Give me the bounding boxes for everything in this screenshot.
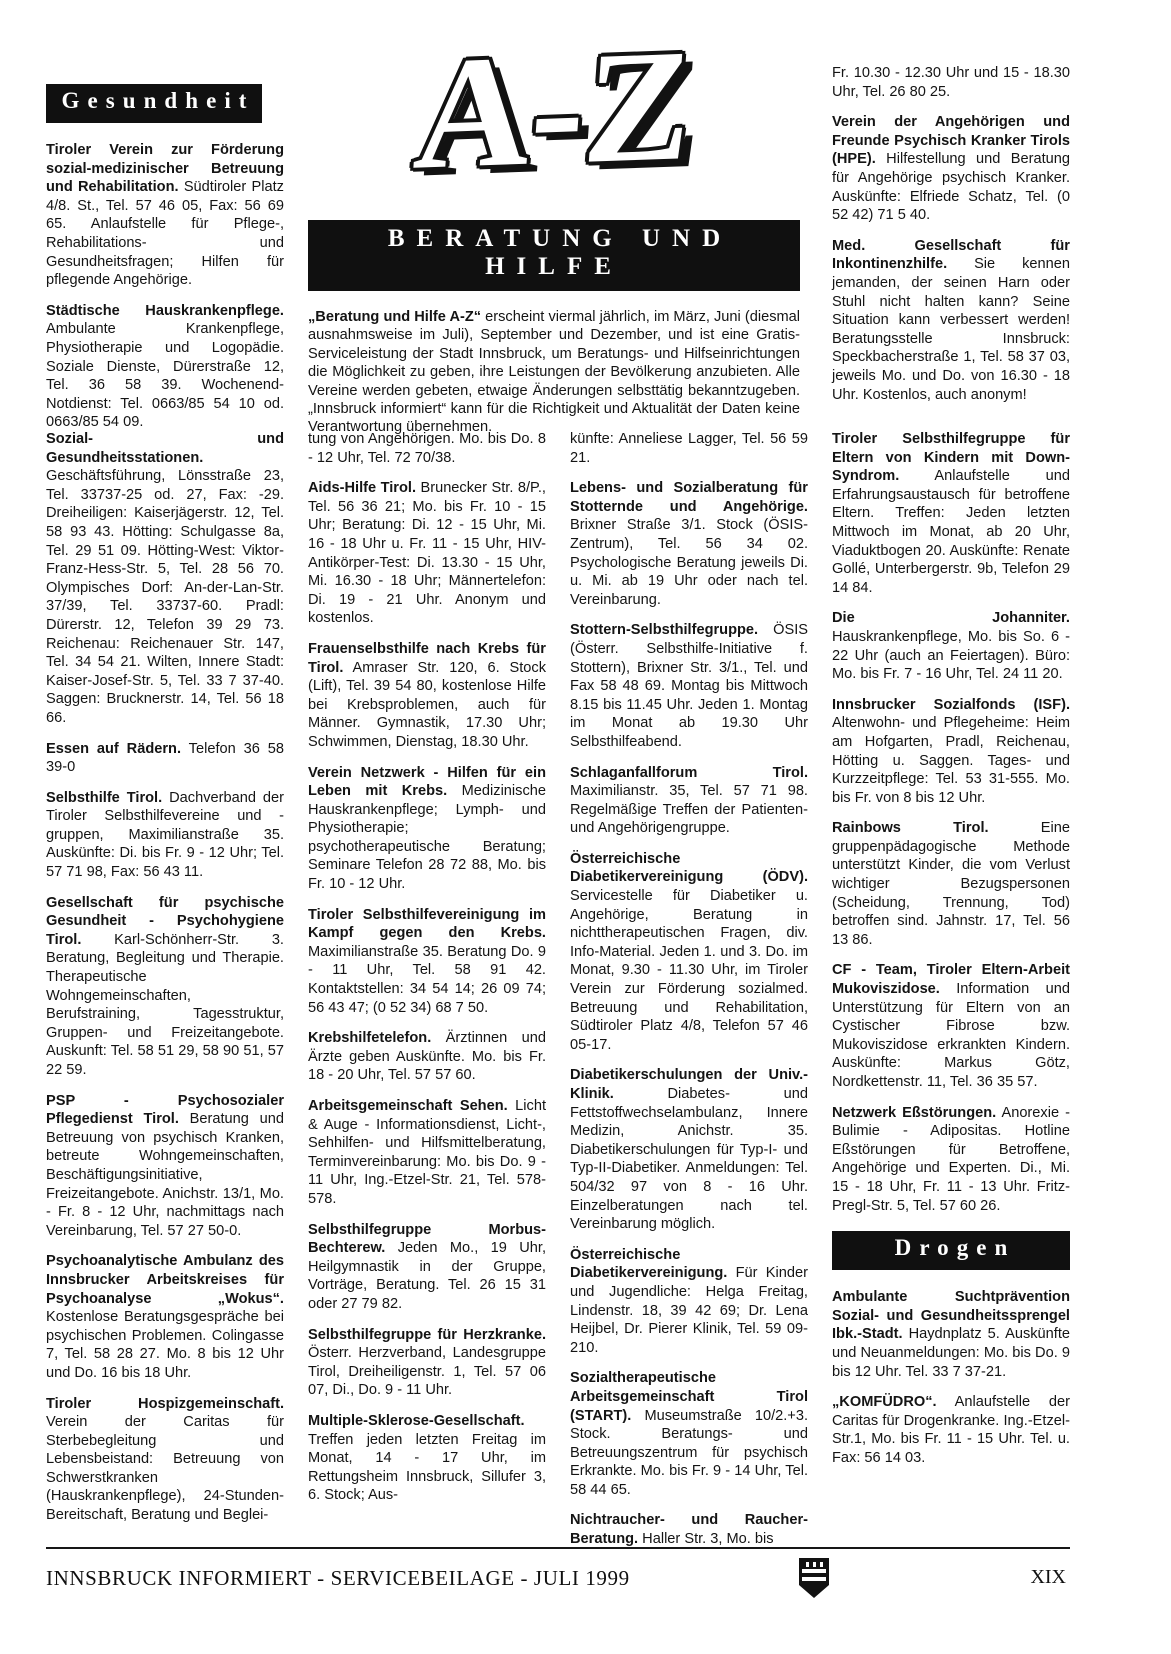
az-logo — [308, 6, 800, 212]
footer-inner — [46, 1549, 1070, 1622]
entry-text: Sie kennen jemanden, der seinen Harn oder Stuhl nicht halten kann? Seine Situation kann verbessert werden! Beratungsstelle Innsbruck: Speckbacherstraße 1, Tel. 58 37 03, jeweils Mo. und Do. von 16.30 - 18 Uhr. Kostenlos, auch anonym! — [832, 256, 1070, 403]
column-4-gesundheit-entries — [832, 430, 1070, 1215]
directory-entry — [570, 621, 808, 751]
directory-entry — [832, 1104, 1070, 1216]
directory-entry — [46, 430, 284, 728]
intro-lead: „Beratung und Hilfe A-Z“ — [308, 309, 482, 325]
entry-text: Anorexie - Bulimie - Adipositas. Hotline Eßstörungen für Betroffene, Angehörige und Experten. Di., Mi. 15 - 18 Uhr, Fr. 11 - 13 Uhr. Fritz-Pregl-Str. 5, Tel. 57 60 26. — [832, 1104, 1070, 1214]
entry-title: Rainbows Tirol. — [832, 820, 989, 837]
entry-text: Südtiroler Platz 4/8. St., Tel. 57 46 05, Fax: 56 69 65. Anlaufstelle für Pflege-, Rehabilitations- und Gesundheitsfragen; Hilfen für pflegende Angehörige. — [46, 179, 284, 289]
drogen-banner: Drogen — [832, 1231, 1070, 1270]
entry-title: Ambulante Suchtprävention Sozial- und Gesundheitssprengel Ibk.-Stadt. — [832, 1289, 1070, 1343]
entry-text: Information und Unterstützung für Eltern von an Cystischer Fibrose bzw. Mukoviszidose erkrankten Kindern. Auskünfte: Markus Götz, Nordkettenstr. 11, Tel. 36 35 57. — [832, 981, 1070, 1090]
entry-text: Amraser Str. 120, 6. Stock (Lift), Tel. 39 54 80, kostenlose Hilfe bei Krebsproblemen, auch für Männer. Gymnastik, 17.30 Uhr; Schwimmen, Dienstag, 18.30 Uhr. — [308, 659, 546, 750]
entry-text: Maximilianstr. 35, Tel. 57 71 98. Regelmäßige Treffen der Patienten- und Angehörigengruppe. — [570, 783, 808, 837]
entry-title: Schlaganfallforum Tirol. — [570, 764, 808, 781]
section-gesundheit-head — [46, 84, 284, 444]
directory-entry — [46, 1395, 284, 1525]
entry-text: Dachverband der Tiroler Selbsthilfevereine und -gruppen, Maximilianstraße 35. Auskünfte: Di. bis Fr. 9 - 12 Uhr; Tel. 57 71 98, Fax: 56 43 11. — [46, 789, 284, 881]
footer-title: INNSBRUCK INFORMIERT - SERVICEBEILAGE - JULI 1999 — [46, 1566, 630, 1590]
directory-entry — [46, 1092, 284, 1241]
entry-title: „KOMFÜDRO“. — [832, 1394, 937, 1411]
page-footer — [46, 1547, 1070, 1622]
continuation-text: künfte: Anneliese Lagger, Tel. 56 59 21. — [570, 431, 808, 466]
directory-entry — [832, 113, 1070, 225]
column-1 — [46, 430, 284, 1537]
entry-text: Karl-Schönherr-Str. 3. Beratung, Begleitung und Therapie. Therapeutische Wohngemeinschaften, Berufstraining, Tagesstruktur, Gruppen- und Freizeitangebote. Auskunft: Tel. 58 51 29, 58 90 51, 57 22 59. — [46, 931, 284, 1078]
directory-entry — [832, 237, 1070, 404]
continuation-text: tung von Angehörigen. Mo. bis Do. 8 - 12 Uhr, Tel. 72 70/38. — [308, 431, 546, 466]
directory-entry — [308, 906, 546, 1018]
directory-entry — [46, 894, 284, 1080]
directory-entry — [832, 696, 1070, 808]
directory-entry — [832, 819, 1070, 949]
entry-text: Telefon 36 58 39-0 — [46, 740, 284, 776]
column-4 — [832, 430, 1070, 1480]
entry-title: Krebshilfetelefon. — [308, 1030, 432, 1047]
entry-title: Tiroler Hospizgemeinschaft. — [46, 1395, 284, 1412]
entry-title: Sozialtherapeutische Arbeitsgemeinschaft Tirol (START). — [570, 1370, 808, 1424]
entry-title: Die Johanniter. — [832, 610, 1070, 627]
entry-title: Verein Netzwerk - Hilfen für ein Leben mit Krebs. — [308, 764, 546, 800]
entry-text: Medizinische Hauskrankenpflege; Lymph- und Physiotherapie; psychotherapeutische Beratung; Seminare Telefon 28 72 88, Mo. bis Fr. 10 - 12 Uhr. — [308, 783, 546, 893]
innsbruck-crest-logo — [798, 1557, 830, 1599]
entry-text: Brunecker Str. 8/P., Tel. 56 36 21; Mo. bis Fr. 10 - 15 Uhr; Beratung: Di. 12 - 15 Uhr, Mi. 16 - 18 Uhr u. Fr. 11 - 15 Uhr, HIV-Antikörper-Test: Di. 13.30 - 15 Uhr, Mi. 16.30 - 18 Uhr; Männertelefon: Di. 19 - 21 Uhr. Anonym und kostenlos. — [308, 480, 546, 627]
entry-title: CF - Team, Tiroler Eltern-Arbeit Mukoviszidose. — [832, 962, 1070, 998]
continuation-text: Fr. 10.30 - 12.30 Uhr und 15 - 18.30 Uhr, Tel. 26 80 25. — [832, 65, 1070, 100]
entry-title: Lebens- und Sozialberatung für Stotternde und Angehörige. — [570, 480, 808, 515]
entry-text: Österr. Herzverband, Landesgruppe Tirol, Dreiheiligenstr. 1, Tel. 57 06 07, Di., Do. 9 - 11 Uhr. — [308, 1345, 546, 1399]
column-3 — [570, 430, 808, 1561]
entry-text: Museumstraße 10/2.+3. Stock. Beratungs- und Betreuungszentrum für psychisch Erkrankte. Mo. bis Fr. 9 - 14 Uhr, Tel. 58 44 65. — [570, 1407, 808, 1498]
gesundheit-top-entries — [46, 141, 284, 432]
directory-entry — [832, 609, 1070, 683]
entry-text: Anlaufstelle der Caritas für Drogenkranke. Ing.-Etzel-Str.1, Mo. bis Fr. 11 - 15 Uhr. Tel. u. Fax: 56 14 03. — [832, 1394, 1070, 1466]
right-column-top — [832, 64, 1070, 416]
entry-text: ÖSIS (Österr. Selbsthilfe-Initiative f. Stottern), Brixner Str. 3/1., Tel. und Fax 58 48 69. Montag bis Mittwoch 8.15 bis 11.45 Uhr. Jeden 1. Montag im Monat ab 19.30 Uhr Selbsthilfeabend. — [570, 622, 808, 750]
entry-title: Med. Gesellschaft für Inkontinenzhilfe. — [832, 237, 1070, 273]
entry-title: Essen auf Rädern. — [46, 740, 182, 757]
entry-title: Städtische Hauskrankenpflege. — [46, 302, 284, 319]
directory-entry — [308, 479, 546, 628]
entry-title: Tiroler Selbsthilfegruppe für Eltern von Kindern mit Down-Syndrom. — [832, 431, 1070, 485]
entry-text: Brixner Straße 3/1. Stock (ÖSIS-Zentrum), Tel. 56 34 02. Psychologische Beratung jeweils Di. u. Mi. ab 19 Uhr oder nach tel. Vereinbarung. — [570, 517, 808, 608]
entry-title: Innsbrucker Sozialfonds (ISF). — [832, 696, 1070, 713]
entry-text: Für Kinder und Jugendliche: Helga Freitag, Lindenstr. 18, 39 42 69; Dr. Lena Heijbel, Dr. Pierer Klinik, Tel. 59 09-210. — [570, 1265, 808, 1356]
main-columns — [46, 430, 1070, 1561]
column-2-entries — [308, 479, 546, 1505]
entry-title: Aids-Hilfe Tirol. — [308, 480, 416, 497]
entry-text: Hilfestellung und Beratung für Angehörige psychisch Kranker. Auskünfte: Elfriede Schatz, Tel. (0 52 42) 71 5 40. — [832, 151, 1071, 224]
entry-text: Servicestelle für Diabetiker u. Angehörige, Beratung in nichttherapeutischen Fragen, div. Info-Material. Jeden 1. und 3. Do. im Monat, 9.30 - 11.30 Uhr, im Tiroler Verein zur Förderung sozialmed. Betreuung und Rehabilitation, Südtiroler Platz 4/8, Telefon 57 46 05-17. — [570, 888, 808, 1053]
page-number: XIX — [1030, 1566, 1066, 1588]
entry-title: Verein der Angehörigen und Freunde Psychisch Kranker Tirols (HPE). — [832, 114, 1070, 168]
directory-entry — [570, 1066, 808, 1233]
entry-text: Licht & Auge - Informationsdienst, Licht-, Sehhilfen- und Hilfsmittelberatung, Terminvereinbarung: Mo. bis Do. 9 - 11 Uhr, Ing.-Etzel-Str. 21, Tel. 578-578. — [308, 1098, 546, 1207]
entry-title: Selbsthilfegruppe Morbus-Bechterew. — [308, 1221, 546, 1257]
entry-text: Ambulante Krankenpflege, Physiotherapie und Logopädie. Soziale Dienste, Dürerstraße 12, Tel. 36 58 39. Wochenend-Notdienst: Tel. 0663/85 54 10 od. 0663/85 54 09. — [46, 321, 284, 431]
directory-entry — [46, 1252, 284, 1382]
directory-entry — [46, 740, 284, 777]
entry-title: Österreichische Diabetikervereinigung (ÖDV). — [570, 850, 808, 886]
directory-entry — [570, 1369, 808, 1499]
directory-entry — [570, 1246, 808, 1358]
entry-title: Multiple-Sklerose-Gesellschaft. — [308, 1412, 525, 1429]
column-3-entries — [570, 479, 808, 1548]
entry-title: Frauenselbsthilfe nach Krebs für Tirol. — [308, 640, 546, 676]
entry-title: Stottern-Selbsthilfegruppe. — [570, 622, 759, 639]
directory-entry — [570, 479, 808, 609]
entry-text: Haller Str. 3, Mo. bis — [642, 1531, 774, 1548]
directory-entry — [832, 430, 1070, 597]
entry-title: Diabetikerschulungen der Univ.-Klinik. — [570, 1067, 808, 1102]
entry-title: Netzwerk Eßstörungen. — [832, 1104, 997, 1121]
directory-entry — [308, 1097, 546, 1209]
entry-title: Nichtraucher- und Raucher-Beratung. — [570, 1512, 808, 1548]
header-center — [308, 6, 800, 437]
column-4-drogen-entries — [832, 1288, 1070, 1467]
entry-title: Selbsthilfe Tirol. — [46, 789, 163, 806]
entry-text: Anlaufstelle und Erfahrungsaustausch für betroffene Eltern. Treffen: Jeden letzten Mittwoch im Monat, ab 20 Uhr, Viaduktbogen 20. Auskünfte: Renate Gollé, Unterbergerstr. 9b, Telefon 29 14 84. — [832, 468, 1071, 596]
entry-text: Geschäftsführung, Lönsstraße 23, Tel. 33737-25 od. 27, Fax: -29. Dreiheiligen: Kaiserjägerstr. 12, Tel. 58 93 43. Hötting: Schulgasse 8a, Tel. 29 51 09. Hötting-West: Viktor-Franz-Hess-Str. 5, Tel. 28 56 70. Olympisches Dorf: An-der-Lan-Str. 37/39, Tel. 33737-60. Pradl: Dürerstr. 12, Telefon 39 29 73. Reichenau: Reichenauer Str. 147, Tel. 34 54 21. Wilten, Innere Stadt: Kaiser-Josef-Str. 5, Tel. 33 7 37-40. Saggen: Brucknerstr. 14, Tel. 56 18 66. — [46, 468, 284, 726]
entry-text: Maximilianstraße 35. Beratung Do. 9 - 11 Uhr, Tel. 58 91 42. Kontaktstellen: 34 54 14; 26 09 74; 56 43 47; (0 52 34) 68 7 50. — [308, 943, 546, 1016]
directory-entry — [46, 141, 284, 290]
az-logo-text: A-Z — [409, 15, 699, 203]
column-1-entries — [46, 430, 284, 1525]
directory-entry — [570, 1511, 808, 1548]
entry-text: Beratung und Betreuung von psychisch Kranken, betreute Wohngemeinschaften, Beschäftigungsinitiative, Freizeitangebote. Anichstr. 13/1, Mo. - Fr. 8 - 12 Uhr, nachmittags nach Vereinbarung, Tel. 57 27 50-0. — [46, 1111, 284, 1239]
entry-text: Jeden Mo., 19 Uhr, Heilgymnastik in der Gruppe, Vorträge, Beratung. Tel. 26 15 31 oder 27 79 82. — [308, 1240, 546, 1312]
directory-entry — [570, 764, 808, 838]
directory-entry — [308, 1326, 546, 1400]
intro-paragraph — [308, 308, 800, 437]
entry-title: Arbeitsgemeinschaft Sehen. — [308, 1098, 508, 1114]
intro-rest: erscheint viermal jährlich, im März, Juni (diesmal ausnahmsweise im Juli), September und Dezember, und ist eine Gratis-Serviceleistung der Stadt Innsbruck, um Beratungs- und Hilfseinrichtungen die Möglichkeit zu geben, ihre Leistungen der Bevölkerung anzubieten. Alle Vereine werden gebeten, etwaige Änderungen selbsttätig bekanntzugeben. „Innsbruck informiert“ kann für die Richtigkeit und Aktualität der Daten keine Verantwortung übernehmen. — [308, 309, 801, 436]
entry-title: Tiroler Verein zur Förderung sozial-medizinischer Betreuung und Rehabilitation. — [46, 142, 284, 196]
directory-entry — [832, 961, 1070, 1091]
entry-text: Altenwohn- und Pflegeheime: Heim am Hofgarten, Pradl, Reichenau, Hötting u. Saggen. Tages- und Kurzzeitpflege: Tel. 53 31-555. Mo. bis Fr. von 8 bis 12 Uhr. — [832, 715, 1070, 806]
directory-entry — [832, 1288, 1070, 1381]
entry-title: Tiroler Selbsthilfevereinigung im Kampf gegen den Krebs. — [308, 906, 546, 942]
directory-entry — [308, 1412, 546, 1505]
gesundheit-banner: Gesundheit — [46, 84, 262, 123]
entry-title: Psychoanalytische Ambulanz des Innsbrucker Arbeitskreises für Psychoanalyse „Wokus“. — [46, 1253, 284, 1307]
entry-title: Gesellschaft für psychische Gesundheit - Psychohygiene Tirol. — [46, 894, 284, 948]
entry-text: Ärztinnen und Ärzte geben Auskünfte. Mo. bis Fr. 18 - 20 Uhr, Tel. 57 57 60. — [308, 1030, 546, 1084]
directory-entry — [832, 1393, 1070, 1467]
entry-title: Österreichische Diabetikervereinigung. — [570, 1246, 728, 1282]
entry-text: Hauskrankenpflege, Mo. bis So. 6 - 22 Uhr (auch an Feiertagen). Büro: Mo. bis Fr. 7 - 16 Uhr, Tel. 24 11 20. — [832, 628, 1070, 683]
column-2 — [308, 430, 546, 1517]
entry-text: Haydnplatz 5. Auskünfte und Neuanmeldungen: Mo. bis Do. 9 bis 12 Uhr. Tel. 33 7 37-21. — [832, 1326, 1070, 1380]
directory-entry — [308, 1221, 546, 1314]
directory-entry — [308, 764, 546, 894]
entry-title: Selbsthilfegruppe für Herzkranke. — [308, 1326, 546, 1343]
entry-title: Sozial- und Gesundheitsstationen. — [46, 431, 284, 466]
entry-text: Eine gruppenpädagogische Methode unterstützt Kinder, die vom Verlust wichtiger Bezugspersonen (Scheidung, Trennung, Tod) betroffen sind. Jahnstr. 17, Tel. 56 13 86. — [832, 820, 1070, 948]
entry-text: Verein der Caritas für Sterbebegleitung und Lebensbeistand: Betreuung von Schwerstkranken (Hauskrankenpflege), 24-Stunden-Bereitschaft, Beratung und Beglei- — [46, 1414, 284, 1524]
directory-entry — [570, 850, 808, 1055]
entry-text: Diabetes- und Fettstoffwechselambulanz, Innere Medizin, Anichstr. 35. Diabetikerschulungen für Typ-I- und Typ-II-Diabetiker. Anmeldungen: Tel. 504/32 97 von 8 - 16 Uhr. Einzelberatungen nach tel. Vereinbarung möglich. — [570, 1086, 808, 1233]
entry-text: Treffen jeden letzten Freitag im Monat, 14 - 17 Uhr, im Rettungsheim Innsbruck, Sillufer 3, 6. Stock; Aus- — [308, 1431, 546, 1504]
entry-title: PSP - Psychosozialer Pflegedienst Tirol. — [46, 1092, 284, 1128]
beratung-und-hilfe-banner: BERATUNG UND HILFE — [308, 220, 800, 291]
directory-entry — [308, 1029, 546, 1085]
entry-text: Kostenlose Beratungsgespräche bei psychischen Problemen. Colingasse 7, Tel. 58 28 27. Mo. 8 bis 12 Uhr und Do. 16 bis 18 Uhr. — [46, 1309, 284, 1381]
directory-entry — [308, 640, 546, 752]
directory-entry — [46, 302, 284, 432]
right-top-entries — [832, 113, 1070, 404]
directory-entry — [46, 789, 284, 882]
